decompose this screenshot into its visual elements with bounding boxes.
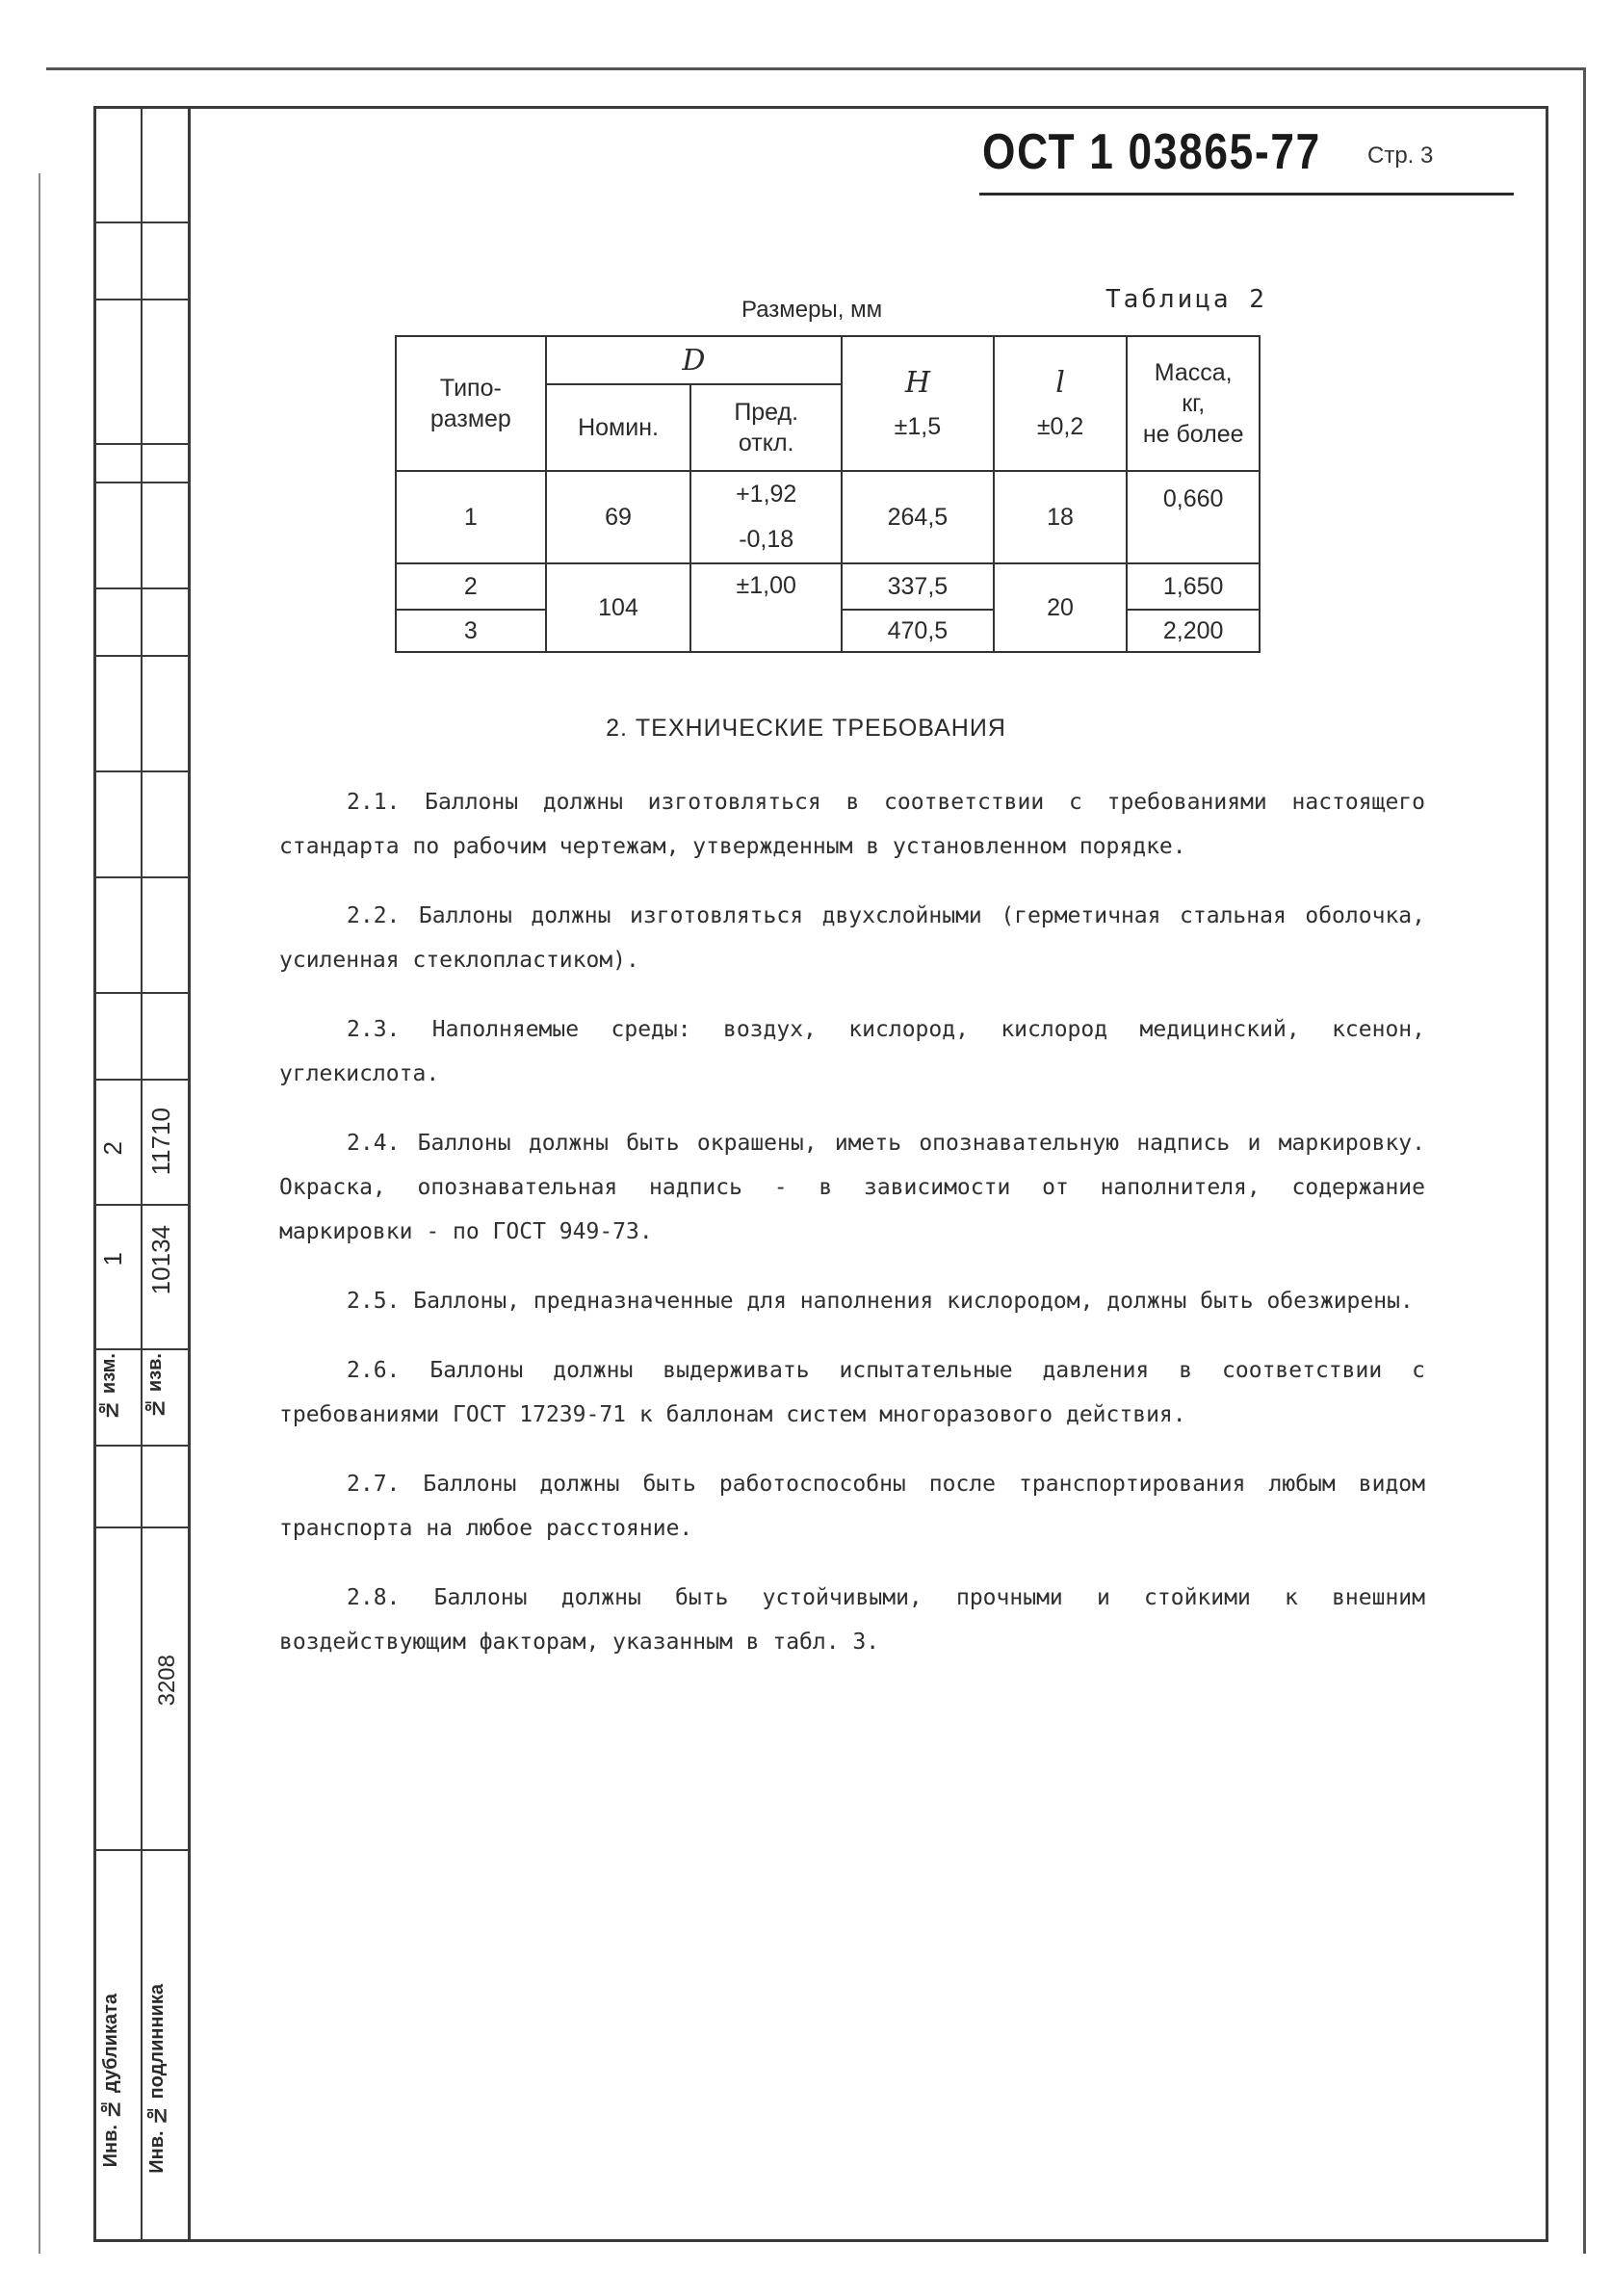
scan-edge	[39, 173, 40, 2254]
requirements-body	[279, 780, 1425, 1689]
header-rule	[979, 193, 1514, 196]
header-size: Типо- размер	[396, 336, 546, 471]
header-H	[842, 336, 994, 471]
cell-deviation-minus: -0,18	[739, 526, 794, 553]
dimensions-caption: Размеры, мм	[741, 297, 883, 323]
spec-table	[395, 335, 1261, 653]
cell-deviation: ±1,00	[690, 563, 842, 652]
table-row	[396, 471, 1260, 563]
header-deviation: Пред. откл.	[690, 384, 842, 471]
paragraph: 2.2. Баллоны должны изготовляться двухслойными (герметичная стальная оболочка, усиленная стеклопластиком).	[279, 903, 1425, 973]
cell-mass: 1,650	[1127, 563, 1260, 610]
duplicate-inventory-label: Инв. № дубликата	[100, 1994, 121, 2168]
cell-size: 2	[396, 563, 546, 610]
sidebar-line	[93, 1348, 188, 1350]
paragraph: 2.4. Баллоны должны быть окрашены, иметь опознавательную надпись и маркировку. Окраска, опознавательная надпись - в зависимости от наполнителя, содержание маркировки - по ГОСТ 949-73.	[279, 1131, 1425, 1244]
sidebar-line	[93, 222, 188, 223]
sidebar-line	[93, 876, 188, 878]
scan-frame-right	[1583, 67, 1586, 2254]
sidebar-line	[93, 482, 188, 483]
sidebar-line	[93, 655, 188, 657]
sidebar-line	[93, 770, 188, 772]
cell-H: 337,5	[842, 563, 994, 610]
notice-no-label: № изв.	[144, 1353, 166, 1419]
sidebar-line	[93, 1526, 188, 1528]
change-2: 2	[98, 1141, 127, 1156]
cell-size: 3	[396, 610, 546, 652]
header-l-symbol: l	[1055, 366, 1065, 400]
cell-mass: 2,200	[1127, 610, 1260, 652]
paragraph: 2.5. Баллоны, предназначенные для наполнения кислородом, должны быть обезжирены.	[347, 1289, 1414, 1314]
paragraph: 2.1. Баллоны должны изготовляться в соответствии с требованиями настоящего стандарта по рабочим чертежам, утвержденным в установленном порядке.	[279, 790, 1425, 859]
paragraph: 2.7. Баллоны должны быть работоспособны после транспортирования любым видом транспорта на любое расстояние.	[279, 1472, 1425, 1541]
page-number: Стр. 3	[1367, 143, 1434, 169]
table-row	[396, 563, 1260, 610]
sidebar-line	[93, 443, 188, 445]
sidebar-line	[93, 992, 188, 994]
sidebar-column-divider	[141, 106, 143, 2242]
change-no-label: № изм.	[98, 1353, 119, 1421]
paragraph: 2.6. Баллоны должны выдерживать испытательные давления в соответствии с требованиями ГОСТ 17239-71 к баллонам систем многоразового действия.	[279, 1358, 1425, 1427]
change-1: 1	[98, 1252, 127, 1266]
header-l	[994, 336, 1128, 471]
header-H-symbol: H	[904, 366, 930, 400]
sidebar-line	[93, 1079, 188, 1081]
header-nominal: Номин.	[546, 384, 691, 471]
section-title: 2. ТЕХНИЧЕСКИЕ ТРЕБОВАНИЯ	[606, 715, 1006, 742]
paragraph: 2.8. Баллоны должны быть устойчивыми, прочными и стойкими к внешним воздействующим факторам, указанным в табл. 3.	[279, 1585, 1425, 1655]
cell-l: 20	[994, 563, 1128, 652]
cell-size: 1	[396, 471, 546, 563]
original-inventory-label: Инв. № подлинника	[146, 1984, 168, 2174]
cell-nominal: 104	[546, 563, 691, 652]
inventory-number: 3208	[154, 1655, 180, 1707]
paragraph: 2.3. Наполняемые среды: воздух, кислород, кислород медицинский, ксенон, углекислота.	[279, 1017, 1425, 1086]
notice-2: 11710	[146, 1108, 175, 1176]
sidebar-line	[93, 299, 188, 300]
page-inner-border	[188, 106, 191, 2242]
header-l-tolerance: ±0,2	[1036, 413, 1084, 440]
table-caption: Таблица 2	[1105, 285, 1267, 314]
header-H-tolerance: ±1,5	[894, 413, 942, 440]
cell-l: 18	[994, 471, 1128, 563]
header-D: D	[546, 336, 842, 384]
document-header	[982, 123, 1517, 193]
sidebar-line	[93, 1445, 188, 1447]
cell-H: 264,5	[842, 471, 994, 563]
cell-H: 470,5	[842, 610, 994, 652]
header-mass: Масса, кг, не более	[1127, 336, 1260, 471]
sidebar-line	[93, 1204, 188, 1206]
standard-code: ОСТ 1 03865-77	[982, 124, 1321, 180]
notice-1: 10134	[146, 1225, 175, 1295]
scan-frame-top	[46, 67, 1583, 70]
cell-mass: 0,660	[1127, 471, 1260, 563]
cell-nominal: 69	[546, 471, 691, 563]
sidebar-line	[93, 1849, 188, 1851]
sidebar-line	[93, 587, 188, 589]
cell-deviation-plus: +1,92	[736, 481, 797, 508]
cell-deviation	[690, 471, 842, 563]
